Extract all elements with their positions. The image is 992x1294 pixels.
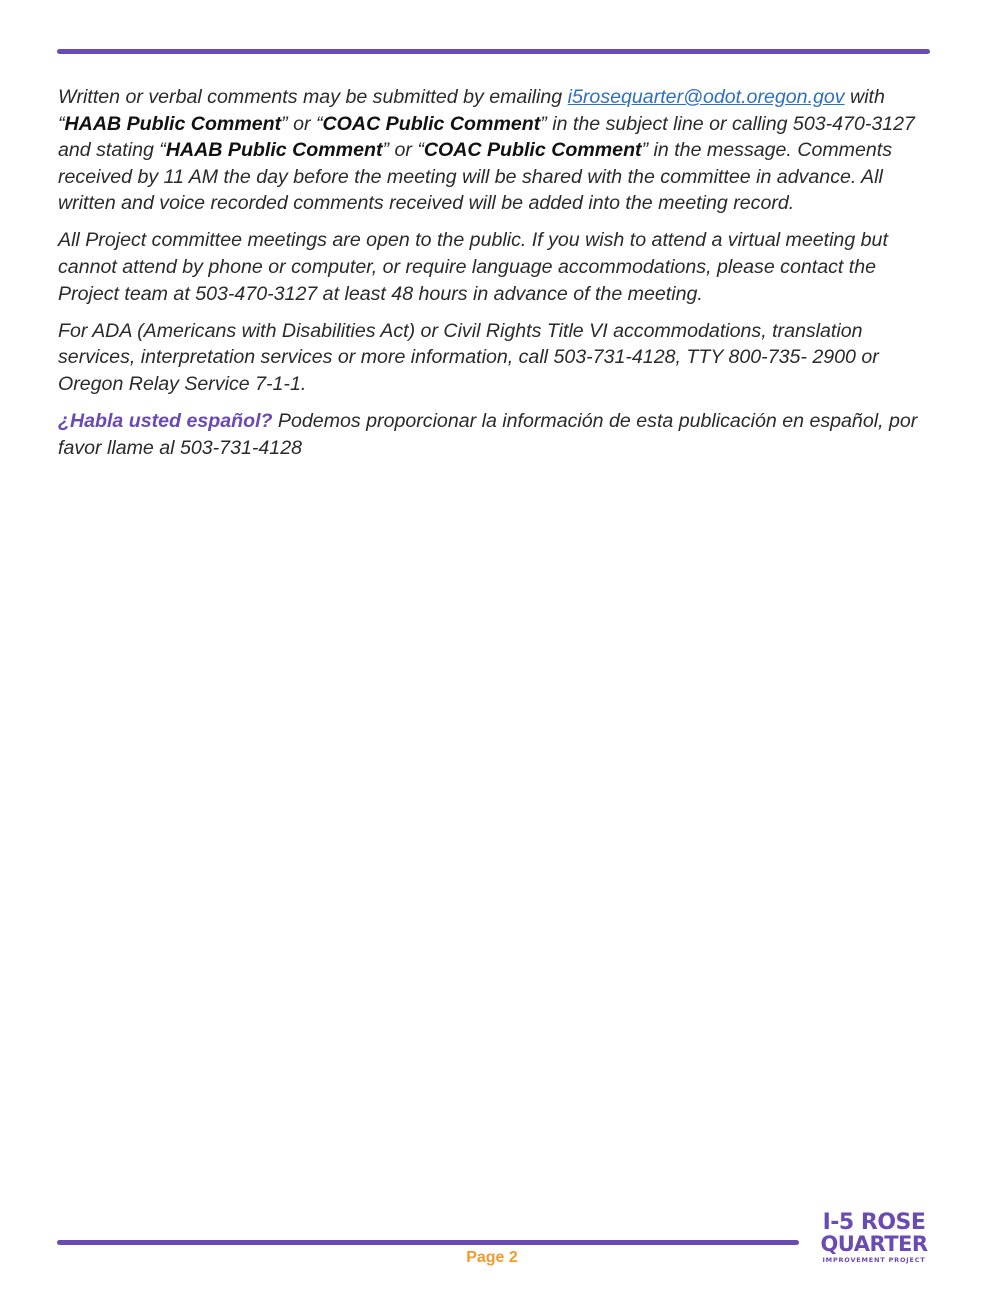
coac-subject-label: COAC Public Comment bbox=[322, 112, 541, 135]
comments-text: with “ bbox=[58, 86, 885, 135]
haab-subject-label: HAAB Public Comment bbox=[64, 112, 282, 135]
comments-text: Written or verbal comments may be submitted by emailing bbox=[58, 86, 568, 108]
coac-message-label: COAC Public Comment bbox=[423, 139, 642, 162]
comments-text: ” or “ bbox=[281, 112, 323, 135]
spanish-text: Podemos proporcionar la información de esta publicación en español, por favor llame al 503-731-4128 bbox=[58, 410, 918, 459]
comments-text: ” or “ bbox=[382, 139, 424, 162]
top-divider bbox=[57, 49, 930, 54]
public-meetings-paragraph: All Project committee meetings are open to the public. If you wish to attend a virtual meeting but cannot attend by phone or computer, or require language accommodations, please contact the Project team at 503-470-3127 at least 48 hours in advance of the meeting. bbox=[58, 229, 888, 305]
comments-text: ” in the subject line or calling 503-470-3127 and stating “ bbox=[58, 112, 915, 162]
logo-line-2: QUARTER bbox=[820, 1232, 928, 1256]
haab-message-label: HAAB Public Comment bbox=[165, 139, 383, 162]
comments-paragraph bbox=[58, 84, 930, 217]
comments-text: ” in the message. Comments received by 11 AM the day before the meeting will be shared with the committee in advance. All written and voice recorded comments received will be added into the meeting record. bbox=[58, 139, 893, 215]
logo-line-1: I-5 ROSE bbox=[822, 1210, 926, 1235]
logo-line-3: IMPROVEMENT PROJECT bbox=[822, 1256, 926, 1264]
ada-paragraph: For ADA (Americans with Disabilities Act) or Civil Rights Title VI accommodations, translation services, interpretation services or more information, call 503-731-4128, TTY 800-735- 2900 or Oregon Relay Service 7-1-1. bbox=[58, 319, 879, 395]
document-body bbox=[58, 84, 930, 472]
project-logo bbox=[818, 1212, 930, 1272]
spanish-question: ¿Habla usted español? bbox=[58, 410, 273, 433]
bottom-divider bbox=[57, 1240, 799, 1245]
spanish-paragraph bbox=[58, 408, 930, 461]
email-link[interactable]: i5rosequarter@odot.oregon.gov bbox=[567, 86, 845, 108]
page-number: Page 2 bbox=[466, 1249, 518, 1266]
